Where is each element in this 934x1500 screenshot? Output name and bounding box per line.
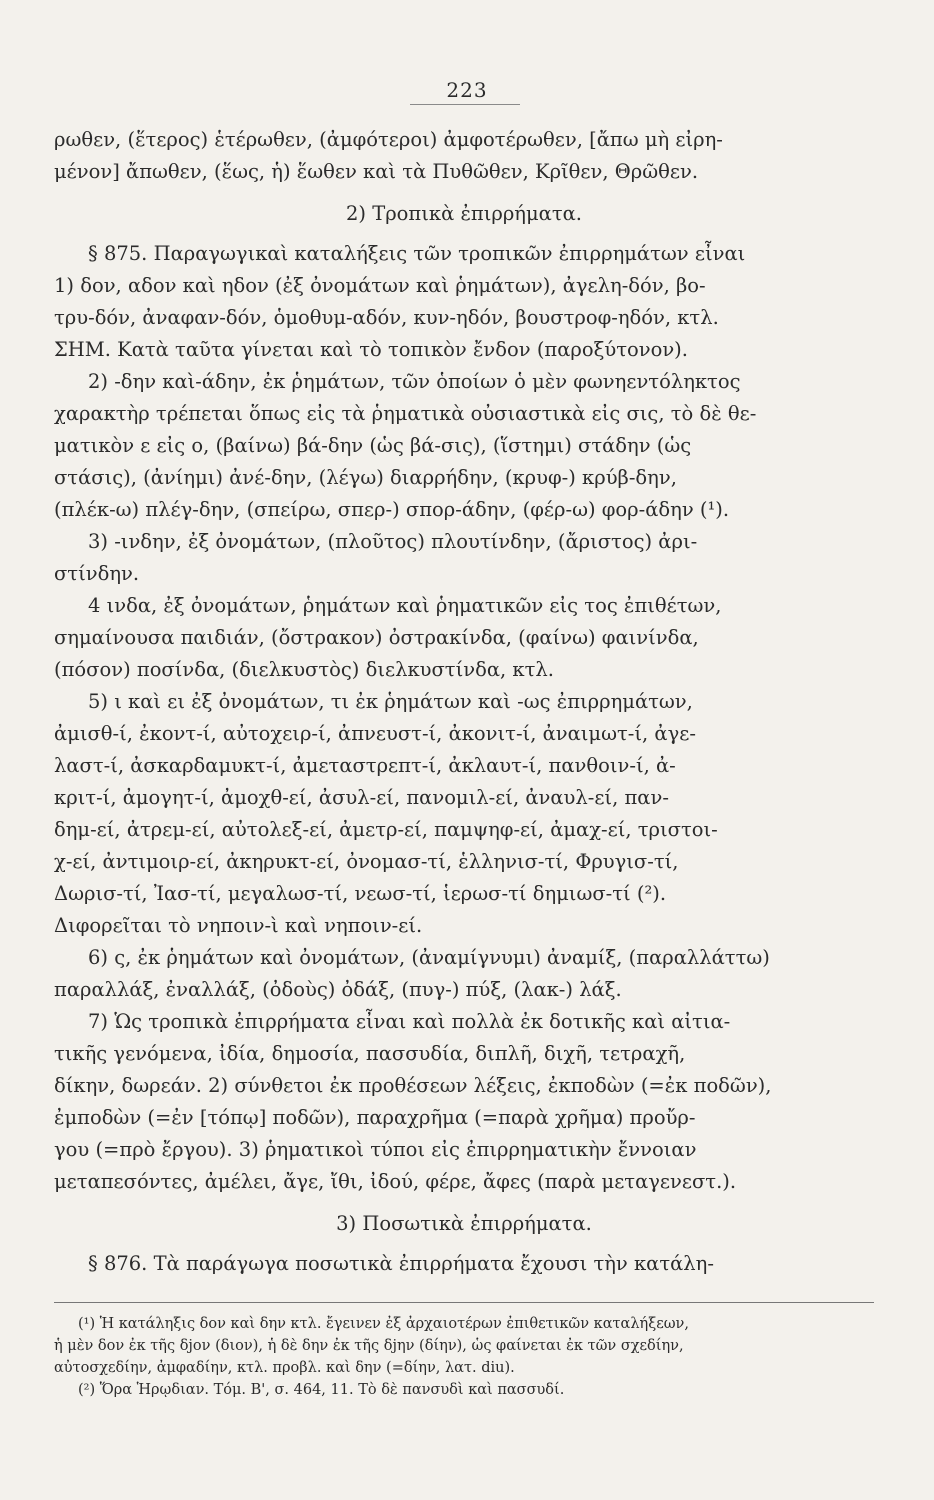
item-5-line: δημ-εί, ἀτρεμ-εί, αὐτολεξ-εί, ἀμετρ-εί, παμψηφ-εί, ἀμαχ-εί, τριστοι- — [54, 818, 718, 841]
item-2-line: (πλέκ-ω) πλέγ-δην, (σπείρω, σπερ-) σπορ-άδην, (φέρ-ω) φορ-άδην (¹). — [54, 498, 730, 521]
item-7-line: μεταπεσόντες, ἀμέλει, ἄγε, ἴθι, ἰδού, φέρε, ἄφες (παρὰ μεταγενεστ.). — [54, 1170, 737, 1193]
item-5-line: λαστ-ί, ἀσκαρδαμυκτ-ί, ἀμεταστρεπτ-ί, ἀκλαυτ-ί, πανθοιν-ί, ἀ- — [54, 754, 676, 777]
section-heading-tropika: 2) Τροπικὰ ἐπιρρήματα. — [346, 202, 582, 225]
paragraph-875-line: § 875. Παραγωγικαὶ καταλήξεις τῶν τροπικῶν ἐπιρρημάτων εἶναι — [88, 242, 746, 265]
item-2-line: χαρακτὴρ τρέπεται ὅπως εἰς τὰ ῥηματικὰ οὐσιαστικὰ εἰς σις, τὸ δὲ θε- — [54, 402, 757, 425]
paragraph-875-line: τρυ-δόν, ἀναφαν-δόν, ὁμοθυμ-αδόν, κυν-ηδόν, βουστροφ-ηδόν, κτλ. — [54, 306, 719, 329]
item-6-line: 6) ς, ἐκ ῥημάτων καὶ ὀνομάτων, (ἀναμίγνυμι) ἀναμίξ, (παραλλάττω) — [88, 946, 770, 969]
item-3-line: στίνδην. — [54, 562, 140, 585]
main-text — [54, 124, 874, 1280]
footnote-1-line: ἡ μὲν δον ἐκ τῆς δjον (διον), ἡ δὲ δην ἐκ τῆς δjην (δίην), ὡς φαίνεται ἐκ τῶν σχεδίην, — [54, 1338, 684, 1354]
item-2-line: 2) -δην καὶ-άδην, ἐκ ῥημάτων, τῶν ὁποίων ὁ μὲν φωνηεντόληκτος — [88, 370, 741, 393]
item-6-line: παραλλάξ, ἐναλλάξ, (ὀδοὺς) ὀδάξ, (πυγ-) πύξ, (λακ-) λάξ. — [54, 978, 622, 1001]
header-rule — [410, 104, 520, 105]
page-number: 223 — [446, 78, 488, 102]
item-7-line: τικῆς γενόμενα, ἰδία, δημοσία, πασσυδία, διπλῆ, διχῆ, τετραχῆ, — [54, 1042, 686, 1065]
text-line: ρωθεν, (ἕτερος) ἑτέρωθεν, (ἀμφότεροι) ἀμφοτέρωθεν, [ἄπω μὴ εἰρη- — [54, 128, 723, 151]
item-2-line: ματικὸν ε εἰς ο, (βαίνω) βά-δην (ὡς βά-σις), (ἵστημι) στάδην (ὡς — [54, 434, 692, 457]
item-5-line: Δωρισ-τί, Ἰασ-τί, μεγαλωσ-τί, νεωσ-τί, ἱερωσ-τί δημιωσ-τί (²). — [54, 882, 667, 905]
item-7-line: δίκην, δωρεάν. 2) σύνθετοι ἐκ προθέσεων λέξεις, ἐκποδὼν (=ἐκ ποδῶν), — [54, 1074, 772, 1097]
note-line: ΣΗΜ. Κατὰ ταῦτα γίνεται καὶ τὸ τοπικὸν ἔνδον (παροξύτονον). — [54, 338, 688, 361]
item-3-line: 3) -ινδην, ἐξ ὀνομάτων, (πλοῦτος) πλουτίνδην, (ἄριστος) ἀρι- — [88, 530, 698, 553]
item-7-line: 7) Ὡς τροπικὰ ἐπιρρήματα εἶναι καὶ πολλὰ ἐκ δοτικῆς καὶ αἰτια- — [88, 1010, 731, 1033]
paragraph-875-line: 1) δον, αδον καὶ ηδον (ἐξ ὀνομάτων καὶ ῥημάτων), ἀγελη-δόν, βο- — [54, 274, 706, 297]
footnote-1-line: (¹) Ἡ κατάληξις δον καὶ δην κτλ. ἔγεινεν ἐξ ἀρχαιοτέρων ἐπιθετικῶν καταλήξεων, — [78, 1316, 689, 1332]
item-5-line: χ-εί, ἀντιμοιρ-εί, ἀκηρυκτ-εί, ὀνομασ-τί, ἑλληνισ-τί, Φρυγισ-τί, — [54, 850, 679, 873]
item-4-line: 4 ινδα, ἐξ ὀνομάτων, ῥημάτων καὶ ῥηματικῶν εἰς τος ἐπιθέτων, — [88, 594, 722, 617]
section-heading-posotika: 3) Ποσωτικὰ ἐπιρρήματα. — [336, 1212, 592, 1235]
footnote-1-line: αὐτοσχεδίην, ἀμφαδίην, κτλ. προβλ. καὶ δην (=δίην, λατ. diu). — [54, 1360, 515, 1376]
item-5-line: Διφορεῖται τὸ νηποιν-ὶ καὶ νηποιν-εί. — [54, 914, 423, 937]
footnotes — [54, 1302, 874, 1401]
item-4-line: σημαίνουσα παιδιάν, (ὄστρακον) ὀστρακίνδα, (φαίνω) φαινίνδα, — [54, 626, 699, 649]
item-2-line: στάσις), (ἀνίημι) ἀνέ-δην, (λέγω) διαρρήδην, (κρυφ-) κρύβ-δην, — [54, 466, 677, 489]
item-5-line: 5) ι καὶ ει ἐξ ὀνομάτων, τι ἐκ ῥημάτων καὶ -ως ἐπιρρημάτων, — [88, 690, 693, 713]
item-7-line: γου (=πρὸ ἔργου). 3) ῥηματικοὶ τύποι εἰς ἐπιρρηματικὴν ἔννοιαν — [54, 1138, 697, 1161]
item-5-line: κριτ-ί, ἀμογητ-ί, ἀμοχθ-εί, ἀσυλ-εί, πανομιλ-εί, ἀναυλ-εί, παν- — [54, 786, 669, 809]
item-7-line: ἐμποδὼν (=ἐν [τόπῳ] ποδῶν), παραχρῆμα (=παρὰ χρῆμα) προὔρ- — [54, 1106, 696, 1129]
text-line: μένον] ἄπωθεν, (ἕως, ἡ) ἕωθεν καὶ τὰ Πυθῶθεν, Κρῖθεν, Θρῶθεν. — [54, 160, 699, 183]
footnote-2: (²) Ὅρα Ἡρῳδιαν. Τόμ. Β', σ. 464, 11. Τὸ δὲ πανσυδὶ καὶ πασσυδί. — [78, 1382, 565, 1398]
footnote-rule — [54, 1302, 874, 1303]
item-5-line: ἀμισθ-ί, ἐκοντ-ί, αὐτοχειρ-ί, ἀπνευστ-ί, ἀκονιτ-ί, ἀναιμωτ-ί, ἀγε- — [54, 722, 696, 745]
paragraph-876-line: § 876. Τὰ παράγωγα ποσωτικὰ ἐπιρρήματα ἔχουσι τὴν κατάλη- — [88, 1252, 714, 1275]
item-4-line: (πόσον) ποσίνδα, (διελκυστὸς) διελκυστίνδα, κτλ. — [54, 658, 554, 681]
